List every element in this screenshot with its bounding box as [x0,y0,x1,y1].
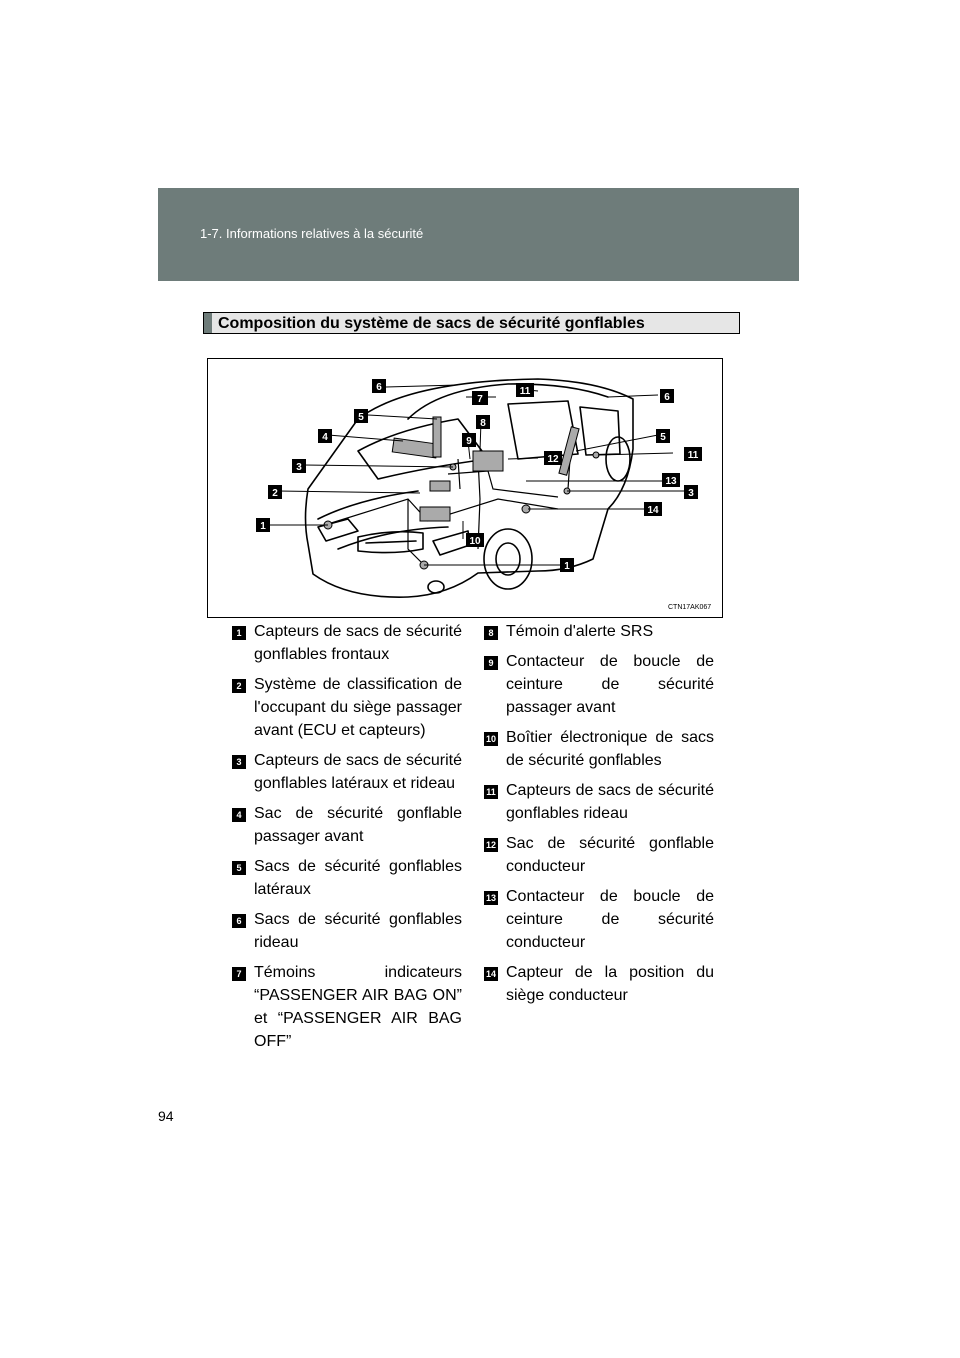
legend-item [232,855,462,901]
legend-number-badge: 3 [232,755,246,769]
legend-item-text: Contacteur de boucle de ceinture de sécurité passager avant [506,653,714,716]
legend-number-badge: 10 [485,734,496,744]
legend-number-badge: 7 [232,967,246,981]
legend-item-text: Sacs de sécurité gonflables latéraux [254,858,462,898]
legend-number-badge: 9 [484,656,498,670]
callout-5a: 5 [358,412,364,423]
legend-item-text: Témoin d'alerte SRS [506,623,654,640]
legend-item-text: Capteur de la position du siège conducteur [506,964,714,1004]
callout-11b: 11 [687,450,699,461]
legend-item [484,832,714,878]
legend-item-text: Contacteur de boucle de ceinture de sécurité conducteur [506,888,714,951]
legend-item [232,749,462,795]
callout-2: 2 [272,488,278,499]
callout-8: 8 [480,418,486,429]
callout-4: 4 [322,432,328,443]
legend-item [484,620,714,643]
legend-item [232,673,462,742]
legend-number-badge: 11 [484,785,498,799]
legend-item [484,650,714,719]
callout-6a: 6 [376,382,382,393]
legend-item [484,885,714,954]
legend-item [232,908,462,954]
callout-1a: 1 [260,521,266,532]
callout-1b: 1 [564,561,570,572]
callout-9: 9 [466,436,472,447]
legend-item-text: Capteurs de sacs de sécurité gonflables latéraux et rideau [254,752,462,792]
legend-number-badge: 4 [232,808,246,822]
airbag-diagram [207,358,723,618]
figure-code: CTN17AK067 [668,604,712,611]
legend-number-badge: 13 [485,893,496,903]
airbag-components [324,417,599,569]
section-title: Composition du système de sacs de sécurité gonflables [218,315,645,332]
legend-item [484,779,714,825]
legend-number-badge: 5 [232,861,246,875]
legend-item [484,726,714,772]
legend-item [232,802,462,848]
legend-item-text: Boîtier électronique de sacs de sécurité gonflables [506,729,714,769]
callout-3a: 3 [296,462,302,473]
legend-number-badge: 12 [485,840,496,850]
legend-number-badge: 1 [232,626,246,640]
callout-3b: 3 [688,488,694,499]
legend-item-text: Témoins indicateurs “PASSENGER AIR BAG ON” et “PASSENGER AIR BAG OFF” [254,964,462,1050]
page-number: 94 [158,1108,174,1124]
legend-number-badge: 2 [232,679,246,693]
callout-7: 7 [477,394,483,405]
legend-item-text: Sacs de sécurité gonflables rideau [254,911,462,951]
section-title-box [203,312,740,334]
legend-item [484,961,714,1007]
legend-item [232,961,462,1053]
legend-item-text: Sac de sécurité gonflable passager avant [254,805,462,845]
legend-number-badge: 6 [232,914,246,928]
title-accent-bar [204,313,212,333]
legend-item-text: Système de classification de l'occupant du siège passager avant (ECU et capteurs) [254,676,462,739]
legend-item [232,620,462,666]
callout-11a: 11 [519,386,531,397]
legend-list-right [484,620,714,1014]
callout-6b: 6 [664,392,670,403]
callout-12: 12 [547,454,559,465]
section-header: 1-7. Informations relatives à la sécurité [200,226,424,241]
legend-number-badge: 8 [484,626,498,640]
callout-5b: 5 [660,432,666,443]
legend-item-text: Capteurs de sacs de sécurité gonflables rideau [506,782,714,822]
callout-10: 10 [469,536,481,547]
legend-item-text: Capteurs de sacs de sécurité gonflables frontaux [254,623,462,663]
callout-14: 14 [647,505,659,516]
callout-13: 13 [665,476,677,487]
legend-number-badge: 14 [485,969,496,979]
legend-list-left [232,620,462,1060]
legend-item-text: Sac de sécurité gonflable conducteur [506,835,714,875]
